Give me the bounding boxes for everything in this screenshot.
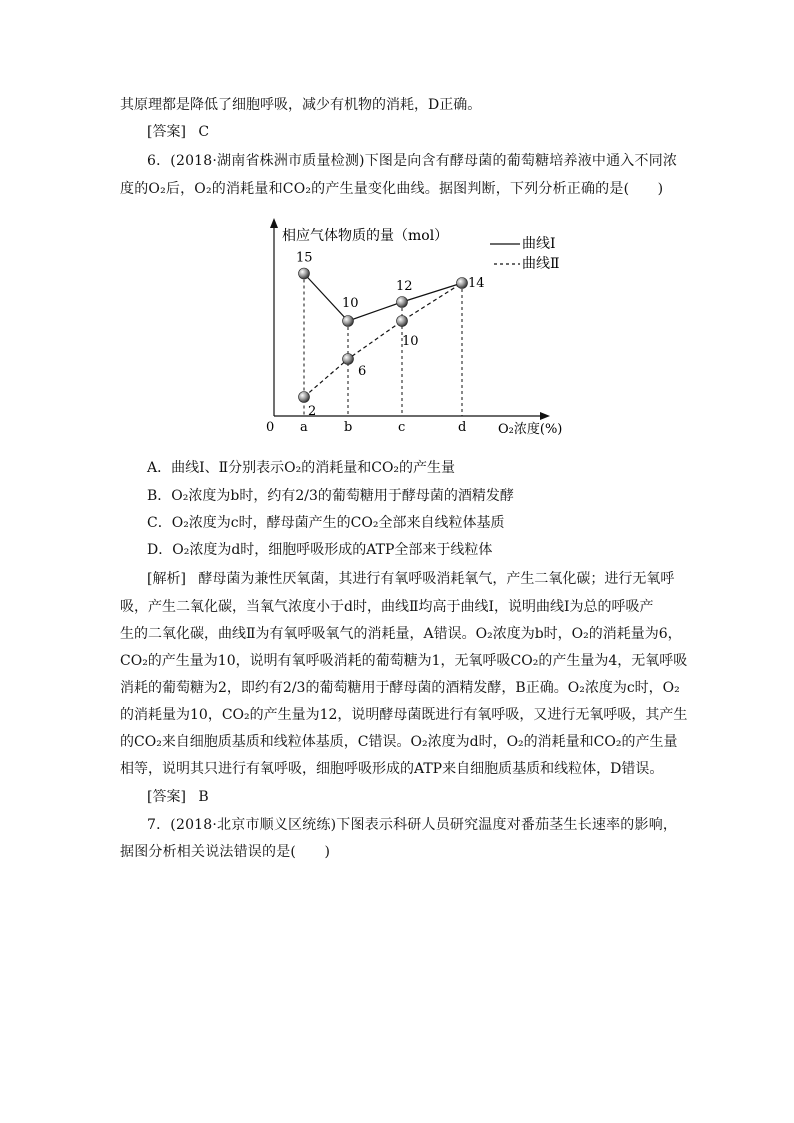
- option-b: B．O₂浓度为b时，约有2/3的葡萄糖用于酵母菌的酒精发酵: [147, 488, 514, 504]
- option-a: A．曲线Ⅰ、Ⅱ分别表示O₂的消耗量和CO₂的产生量: [147, 460, 456, 476]
- legend-series-1: 曲线Ⅰ: [522, 236, 556, 252]
- data-label-s1-a: 15: [296, 250, 313, 266]
- x-tick-label-c: c: [398, 420, 406, 435]
- data-point-s2-c: [397, 316, 408, 327]
- data-point-s2-b: [343, 354, 354, 365]
- question7-line1: 7．(2018·北京市顺义区统练)下图表示科研人员研究温度对番茄茎生长速率的影响，: [147, 817, 678, 833]
- question7-line2: 据图分析相关说法错误的是( ): [120, 844, 331, 860]
- analysis-line-5: 消耗的葡萄糖为2，即约有2/3的葡萄糖用于酵母菌的酒精发酵，B正确。O₂浓度为c时，O₂: [120, 680, 680, 696]
- data-label-s2-b: 6: [358, 364, 367, 379]
- x-axis-arrow: [540, 412, 550, 420]
- analysis-tag: [解析]: [147, 571, 186, 587]
- x-tick-label-b: b: [344, 420, 353, 435]
- x-tick-label-a: a: [300, 420, 308, 435]
- intro-line: 其原理都是降低了细胞呼吸，减少有机物的消耗，D正确。: [120, 97, 482, 113]
- analysis-text-1: 酵母菌为兼性厌氧菌，其进行有氧呼吸消耗氧气，产生二氧化碳；进行无氧呼: [198, 571, 675, 587]
- question6-line2: 度的O₂后，O₂的消耗量和CO₂的产生量变化曲线。据图判断，下列分析正确的是( ): [120, 181, 664, 197]
- data-point-s1-b: [343, 316, 354, 327]
- answer-value: B: [198, 789, 209, 805]
- option-d: D．O₂浓度为d时，细胞呼吸形成的ATP全部来于线粒体: [147, 542, 493, 558]
- analysis-line-7: 的CO₂来自细胞质基质和线粒体基质，C错误。O₂浓度为d时，O₂的消耗量和CO₂的产生量: [120, 734, 678, 750]
- series-line-1: [304, 274, 462, 322]
- data-label-s2-c: 10: [402, 334, 419, 349]
- option-c: C．O₂浓度为c时，酵母菌产生的CO₂全部来自线粒体基质: [147, 515, 505, 531]
- data-label-s1-d: 14: [468, 276, 485, 291]
- data-label-s1-c: 12: [396, 279, 413, 294]
- data-label-s1-b: 10: [342, 296, 359, 311]
- data-point-s2-a: [299, 392, 310, 403]
- legend-series-2: 曲线Ⅱ: [522, 256, 560, 272]
- analysis-line-8: 相等，说明其只进行有氧呼吸，细胞呼吸形成的ATP来自细胞质基质和线粒体，D错误。: [120, 761, 664, 777]
- data-point-s1-c: [397, 297, 408, 308]
- y-axis-label: 相应气体物质的量（mol）: [282, 228, 449, 244]
- x-tick-label-d: d: [458, 420, 467, 435]
- analysis-line-3: 生的二氧化碳，曲线Ⅱ为有氧呼吸氧气的消耗量，A错误。O₂浓度为b时，O₂的消耗量为6，: [120, 626, 682, 642]
- question6-line1: 6．(2018·湖南省株洲市质量检测)下图是向含有酵母菌的葡萄糖培养液中通入不同浓: [147, 153, 678, 169]
- analysis-line-4: CO₂的产生量为10，说明有氧呼吸消耗的葡萄糖为1，无氧呼吸CO₂的产生量为4，无氧呼吸: [120, 653, 688, 669]
- answer-tag: [答案]: [147, 124, 186, 140]
- origin-label: 0: [266, 420, 275, 435]
- question6-answer: [147, 787, 209, 807]
- analysis-line-6: 的消耗量为10，CO₂的产生量为12，说明酵母菌既进行有氧呼吸，又进行无氧呼吸，其产生: [120, 707, 688, 723]
- analysis-line-2: 吸，产生二氧化碳，当氧气浓度小于d时，曲线Ⅱ均高于曲线Ⅰ，说明曲线Ⅰ为总的呼吸产: [120, 599, 654, 615]
- data-point-s1-d: [457, 278, 468, 289]
- data-point-s1-a: [299, 268, 310, 279]
- data-label-s2-a: 2: [308, 404, 317, 419]
- analysis-line-1: [147, 569, 674, 589]
- answer-tag: [答案]: [147, 789, 186, 805]
- chart-figure: [250, 214, 580, 442]
- answer-value: C: [198, 124, 210, 140]
- y-axis-arrow: [270, 218, 278, 228]
- series-line-2: [304, 283, 462, 397]
- x-axis-label: O₂浓度(%): [498, 422, 563, 437]
- intro-answer: [147, 122, 209, 142]
